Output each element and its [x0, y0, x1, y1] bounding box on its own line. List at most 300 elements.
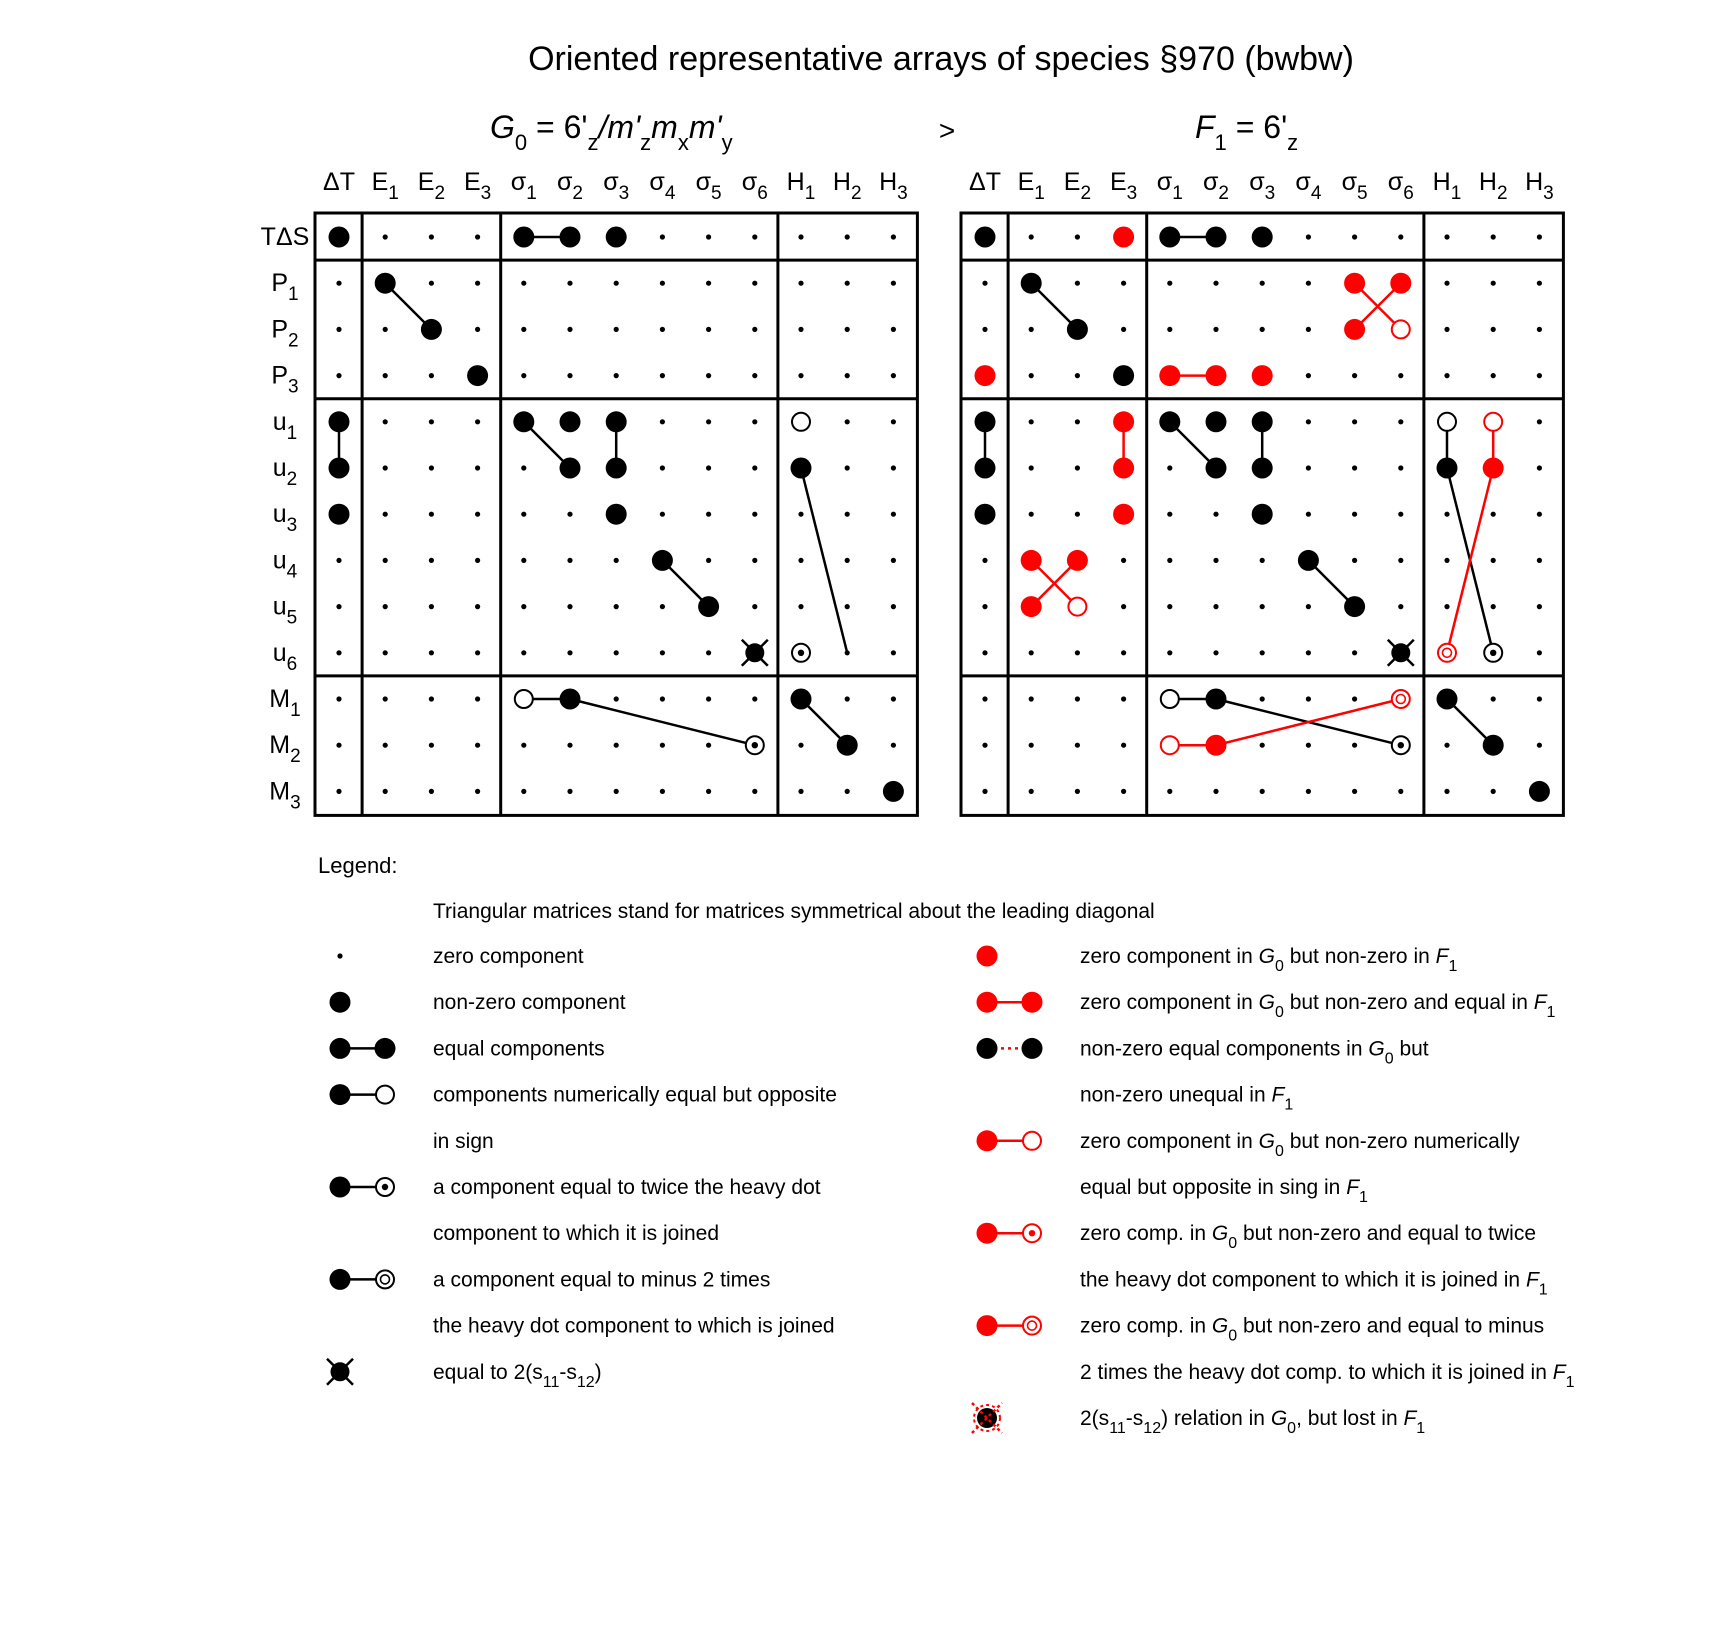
- legend-item: [327, 1359, 602, 1391]
- legend-text: zero component in $G_0$ but non-zero in $F_1$: [1080, 945, 1458, 975]
- column-header: $H_2$: [1478, 168, 1508, 204]
- zero-dot: [567, 743, 572, 748]
- zero-dot: [521, 281, 526, 286]
- zero-dot: [1167, 604, 1172, 609]
- legend-text: component to which it is joined: [433, 1222, 719, 1246]
- column-header: $\sigma_4$: [1295, 168, 1322, 204]
- zero-dot: [660, 512, 665, 517]
- zero-dot: [752, 604, 757, 609]
- zero-dot: [1029, 512, 1034, 517]
- legend-note: Triangular matrices stand for matrices symmetrical about the leading diagonal: [433, 900, 1155, 923]
- zero-dot: [1029, 743, 1034, 748]
- zero-dot: [1444, 281, 1449, 286]
- nonzero-dot: [1206, 458, 1227, 479]
- zero-dot: [521, 558, 526, 563]
- zero-dot: [1444, 604, 1449, 609]
- zero-dot: [1398, 789, 1403, 794]
- zero-dot: [475, 558, 480, 563]
- zero-dot: [1491, 558, 1496, 563]
- row-header: $P_1$: [271, 269, 299, 306]
- red-nonzero-dot: [1021, 596, 1042, 617]
- zero-dot: [1075, 281, 1080, 286]
- nonzero-dot: [329, 458, 350, 479]
- zero-dot: [1167, 558, 1172, 563]
- zero-dot: [336, 373, 341, 378]
- nonzero-dot: [329, 504, 350, 525]
- red-nonzero-dot: [977, 946, 998, 967]
- nonzero-dot: [1529, 781, 1550, 802]
- zero-dot: [798, 789, 803, 794]
- zero-dot: [1444, 512, 1449, 517]
- zero-dot: [1029, 327, 1034, 332]
- legend-heading: Legend:: [318, 853, 398, 878]
- zero-dot: [845, 558, 850, 563]
- zero-dot: [752, 696, 757, 701]
- red-open-dot: [1392, 320, 1410, 338]
- zero-dot: [752, 419, 757, 424]
- zero-dot: [706, 558, 711, 563]
- nonzero-dot: [1159, 227, 1180, 248]
- nonzero-dot: [791, 689, 812, 710]
- row-header: $P_2$: [271, 315, 299, 352]
- red-nonzero-dot: [1113, 227, 1134, 248]
- zero-dot: [475, 696, 480, 701]
- zero-dot: [336, 743, 341, 748]
- zero-dot: [706, 327, 711, 332]
- nonzero-dot: [329, 411, 350, 432]
- zero-dot: [1306, 234, 1311, 239]
- zero-dot: [429, 789, 434, 794]
- zero-dot: [706, 281, 711, 286]
- column-header: $H_2$: [832, 168, 862, 204]
- legend-item: [977, 945, 1458, 975]
- red-nonzero-dot: [1344, 319, 1365, 340]
- zero-dot: [660, 281, 665, 286]
- legend-left-column: [327, 945, 837, 1391]
- zero-dot: [614, 373, 619, 378]
- zero-dot: [1444, 327, 1449, 332]
- zero-dot: [383, 512, 388, 517]
- zero-dot: [982, 327, 987, 332]
- zero-dot: [429, 419, 434, 424]
- legend-item: [337, 945, 583, 968]
- column-header: $\sigma_1$: [1156, 168, 1183, 204]
- zero-dot: [1398, 604, 1403, 609]
- row-header: $u_2$: [272, 454, 298, 490]
- zero-dot: [1213, 281, 1218, 286]
- nonzero-dot: [1252, 504, 1273, 525]
- zero-dot: [1121, 743, 1126, 748]
- column-header: $H_1$: [1432, 168, 1462, 204]
- legend-item: [972, 1403, 1425, 1437]
- zero-dot: [1352, 650, 1357, 655]
- zero-dot: [752, 465, 757, 470]
- column-header: $E_3$: [1109, 168, 1138, 204]
- zero-dot: [706, 419, 711, 424]
- zero-dot: [798, 512, 803, 517]
- zero-dot: [845, 327, 850, 332]
- zero-dot: [1121, 604, 1126, 609]
- zero-dot: [1121, 558, 1126, 563]
- zero-dot: [660, 789, 665, 794]
- zero-dot: [383, 604, 388, 609]
- legend-item: [977, 1130, 1521, 1206]
- column-header: $E_2$: [1063, 168, 1092, 204]
- red-nonzero-dot: [1067, 550, 1088, 571]
- nonzero-dot: [513, 411, 534, 432]
- zero-dot: [383, 650, 388, 655]
- zero-dot: [1121, 327, 1126, 332]
- red-nonzero-dot: [1021, 550, 1042, 571]
- zero-dot: [1167, 281, 1172, 286]
- zero-dot: [521, 327, 526, 332]
- zero-dot: [475, 789, 480, 794]
- zero-dot: [1213, 789, 1218, 794]
- nonzero-dot: [330, 1038, 351, 1059]
- red-cross-dot-mark: [972, 1403, 1002, 1433]
- zero-dot: [798, 373, 803, 378]
- red-nonzero-dot: [1344, 273, 1365, 294]
- legend-right-column: [972, 945, 1575, 1437]
- zero-dot: [429, 281, 434, 286]
- red-open-dot: [1161, 736, 1179, 754]
- legend-item: [330, 991, 626, 1014]
- zero-dot: [1537, 743, 1542, 748]
- zero-dot: [383, 558, 388, 563]
- zero-dot: [567, 558, 572, 563]
- zero-dot: [429, 373, 434, 378]
- zero-dot: [982, 650, 987, 655]
- zero-dot: [1491, 234, 1496, 239]
- zero-dot: [1444, 373, 1449, 378]
- legend-text: a component equal to minus 2 times: [433, 1268, 771, 1292]
- zero-dot: [1352, 743, 1357, 748]
- matrix-heading: $F_1 = 6'_z$: [1195, 109, 1299, 155]
- red-nonzero-dot: [1113, 411, 1134, 432]
- zero-dot: [891, 650, 896, 655]
- legend-text: $2(s_{11}-s_{12})$ relation in $G_0$, but lost in $F_1$: [1080, 1407, 1426, 1437]
- row-header: $u_5$: [272, 592, 298, 629]
- zero-dot: [1075, 419, 1080, 424]
- column-header: $\sigma_6$: [741, 168, 768, 204]
- red-open-dot: [1068, 598, 1086, 616]
- zero-dot: [1352, 419, 1357, 424]
- zero-dot: [1075, 465, 1080, 470]
- zero-dot: [1306, 465, 1311, 470]
- nonzero-dot: [837, 735, 858, 756]
- column-header: $\sigma_5$: [695, 168, 722, 204]
- zero-dot: [891, 512, 896, 517]
- row-header: $u_3$: [272, 500, 298, 537]
- dotring-mark: [1392, 736, 1410, 754]
- zero-dot: [521, 789, 526, 794]
- zero-dot: [567, 604, 572, 609]
- column-header: $\sigma_3$: [603, 168, 630, 204]
- zero-dot: [383, 234, 388, 239]
- red-nonzero-dot: [977, 1130, 998, 1151]
- red-nonzero-dot: [975, 365, 996, 386]
- zero-dot: [336, 789, 341, 794]
- zero-dot: [614, 281, 619, 286]
- zero-dot: [614, 558, 619, 563]
- zero-dot: [614, 789, 619, 794]
- zero-dot: [1029, 650, 1034, 655]
- legend-text: zero comp. in $G_0$ but non-zero and equal to minus: [1080, 1314, 1545, 1345]
- red-nonzero-dot: [1159, 365, 1180, 386]
- zero-dot: [1537, 650, 1542, 655]
- row-header: $P_3$: [271, 361, 299, 398]
- zero-dot: [383, 696, 388, 701]
- nonzero-dot: [1113, 365, 1134, 386]
- zero-dot: [1398, 512, 1403, 517]
- column-header: ΔT: [969, 168, 1001, 196]
- zero-dot: [982, 558, 987, 563]
- nonzero-dot: [330, 992, 351, 1013]
- nonzero-dot: [1344, 596, 1365, 617]
- row-header: $u_6$: [272, 638, 298, 675]
- nonzero-dot: [375, 273, 396, 294]
- zero-dot: [1029, 465, 1034, 470]
- zero-dot: [845, 373, 850, 378]
- zero-dot: [752, 789, 757, 794]
- zero-dot: [798, 604, 803, 609]
- legend-item: [330, 1176, 821, 1245]
- column-header: $H_3$: [879, 168, 908, 204]
- zero-dot: [982, 743, 987, 748]
- nonzero-dot: [1252, 227, 1273, 248]
- red-nonzero-dot: [1113, 458, 1134, 479]
- column-header: $E_1$: [371, 168, 399, 204]
- column-header: $\sigma_2$: [1202, 168, 1230, 204]
- red-nonzero-dot: [977, 1315, 998, 1336]
- zero-dot: [1167, 650, 1172, 655]
- connector: [570, 699, 755, 745]
- nonzero-dot: [977, 1038, 998, 1059]
- red-open-dot: [1023, 1132, 1041, 1150]
- zero-dot: [891, 465, 896, 470]
- zero-dot: [383, 419, 388, 424]
- zero-dot: [521, 604, 526, 609]
- zero-dot: [752, 281, 757, 286]
- nonzero-dot: [1298, 550, 1319, 571]
- zero-dot: [1260, 327, 1265, 332]
- zero-dot: [614, 604, 619, 609]
- nonzero-dot: [1437, 689, 1458, 710]
- legend-text: non-zero unequal in $F_1$: [1080, 1083, 1294, 1114]
- zero-dot: [1260, 281, 1265, 286]
- nonzero-dot: [1437, 458, 1458, 479]
- column-header: $\sigma_6$: [1387, 168, 1414, 204]
- zero-dot: [1029, 789, 1034, 794]
- zero-dot: [383, 327, 388, 332]
- zero-dot: [429, 558, 434, 563]
- zero-dot: [1398, 419, 1403, 424]
- zero-dot: [1352, 234, 1357, 239]
- nonzero-dot: [1021, 273, 1042, 294]
- nonzero-dot: [1252, 411, 1273, 432]
- zero-dot: [1537, 281, 1542, 286]
- zero-dot: [660, 743, 665, 748]
- double-ring-mark: [376, 1270, 394, 1288]
- zero-dot: [1352, 789, 1357, 794]
- zero-dot: [1260, 650, 1265, 655]
- zero-dot: [1491, 789, 1496, 794]
- zero-dot: [1306, 743, 1311, 748]
- zero-dot: [1260, 604, 1265, 609]
- zero-dot: [1398, 234, 1403, 239]
- zero-dot: [1121, 281, 1126, 286]
- red-nonzero-dot: [1113, 504, 1134, 525]
- zero-dot: [1491, 281, 1496, 286]
- zero-dot: [660, 650, 665, 655]
- zero-dot: [982, 789, 987, 794]
- row-header: $u_1$: [272, 407, 298, 444]
- zero-dot: [706, 512, 711, 517]
- zero-dot: [660, 327, 665, 332]
- zero-dot: [1029, 234, 1034, 239]
- zero-dot: [752, 373, 757, 378]
- zero-dot: [429, 604, 434, 609]
- zero-dot: [706, 465, 711, 470]
- zero-dot: [1075, 373, 1080, 378]
- open-dot: [376, 1086, 394, 1104]
- column-header: $\sigma_4$: [649, 168, 676, 204]
- legend-text: 2 times the heavy dot comp. to which it is joined in $F_1$: [1080, 1360, 1575, 1391]
- zero-dot: [475, 604, 480, 609]
- legend-text: non-zero component: [433, 991, 626, 1015]
- nonzero-dot: [560, 411, 581, 432]
- legend-text: in sign: [433, 1129, 494, 1153]
- zero-dot: [982, 604, 987, 609]
- zero-dot: [429, 650, 434, 655]
- zero-dot: [567, 373, 572, 378]
- zero-dot: [982, 696, 987, 701]
- zero-dot: [567, 327, 572, 332]
- connector: [801, 468, 847, 653]
- zero-dot: [1537, 327, 1542, 332]
- zero-dot: [1352, 373, 1357, 378]
- zero-dot: [845, 281, 850, 286]
- red-dotring-mark: [1023, 1224, 1041, 1242]
- zero-dot: [1444, 558, 1449, 563]
- nonzero-dot: [467, 365, 488, 386]
- legend-item: [977, 991, 1556, 1021]
- zero-dot: [706, 696, 711, 701]
- zero-dot: [1029, 419, 1034, 424]
- zero-dot: [1121, 696, 1126, 701]
- zero-dot: [1398, 373, 1403, 378]
- zero-dot: [845, 419, 850, 424]
- nonzero-dot: [1483, 735, 1504, 756]
- nonzero-dot: [375, 1038, 396, 1059]
- zero-dot: [706, 789, 711, 794]
- zero-dot: [1491, 512, 1496, 517]
- zero-dot: [475, 281, 480, 286]
- zero-dot: [891, 696, 896, 701]
- zero-dot: [660, 696, 665, 701]
- nonzero-dot: [883, 781, 904, 802]
- zero-dot: [336, 281, 341, 286]
- zero-dot: [660, 604, 665, 609]
- zero-dot: [614, 743, 619, 748]
- zero-dot: [383, 373, 388, 378]
- zero-dot: [845, 512, 850, 517]
- cross-dot-mark: [327, 1359, 353, 1385]
- zero-dot: [1306, 281, 1311, 286]
- zero-dot: [1352, 512, 1357, 517]
- red-nonzero-dot: [977, 992, 998, 1013]
- zero-dot: [1213, 650, 1218, 655]
- nonzero-dot: [606, 411, 627, 432]
- zero-dot: [1213, 558, 1218, 563]
- zero-dot: [614, 696, 619, 701]
- zero-dot: [845, 465, 850, 470]
- zero-dot: [1352, 696, 1357, 701]
- zero-dot: [1306, 604, 1311, 609]
- legend-text: zero component in $G_0$ but non-zero numerically: [1080, 1129, 1520, 1160]
- zero-dot: [1260, 789, 1265, 794]
- row-header: $M_2$: [269, 731, 301, 768]
- zero-dot: [1491, 604, 1496, 609]
- red-double-ring-mark: [1392, 690, 1410, 708]
- zero-dot: [1213, 327, 1218, 332]
- nonzero-dot: [975, 411, 996, 432]
- zero-dot: [706, 234, 711, 239]
- nonzero-dot: [791, 458, 812, 479]
- column-header: $\sigma_5$: [1341, 168, 1368, 204]
- zero-dot: [845, 604, 850, 609]
- legend-text: equal to $2(s_{11}-s_{12})$: [433, 1360, 602, 1391]
- zero-dot: [1029, 696, 1034, 701]
- zero-dot: [1491, 327, 1496, 332]
- zero-dot: [336, 650, 341, 655]
- open-dot: [1438, 413, 1456, 431]
- g0-heading: [490, 109, 733, 155]
- zero-dot: [798, 558, 803, 563]
- zero-dot: [845, 234, 850, 239]
- connector-lines: [985, 237, 1493, 745]
- cross-dot-mark: [742, 640, 768, 666]
- zero-dot: [475, 327, 480, 332]
- nonzero-dot: [606, 504, 627, 525]
- zero-dot: [1444, 789, 1449, 794]
- dotring-mark: [1484, 644, 1502, 662]
- dotring-mark: [792, 644, 810, 662]
- zero-dot: [383, 465, 388, 470]
- zero-dot: [429, 465, 434, 470]
- nonzero-dot: [560, 227, 581, 248]
- legend-text: non-zero equal components in $G_0$ but: [1080, 1037, 1429, 1068]
- zero-dot: [845, 789, 850, 794]
- zero-dot: [798, 743, 803, 748]
- zero-dot: [567, 512, 572, 517]
- zero-dot: [752, 234, 757, 239]
- legend-text: zero component: [433, 945, 584, 968]
- zero-dot: [475, 512, 480, 517]
- nonzero-dot: [698, 596, 719, 617]
- legend-item: [977, 1222, 1548, 1298]
- zero-dot: [1306, 696, 1311, 701]
- zero-dot: [1121, 650, 1126, 655]
- zero-dot: [1491, 373, 1496, 378]
- zero-dot: [1260, 743, 1265, 748]
- zero-dot: [1537, 604, 1542, 609]
- zero-dot: [336, 558, 341, 563]
- nonzero-dot: [975, 227, 996, 248]
- zero-dot: [891, 604, 896, 609]
- zero-dot: [706, 373, 711, 378]
- zero-dot: [337, 953, 342, 958]
